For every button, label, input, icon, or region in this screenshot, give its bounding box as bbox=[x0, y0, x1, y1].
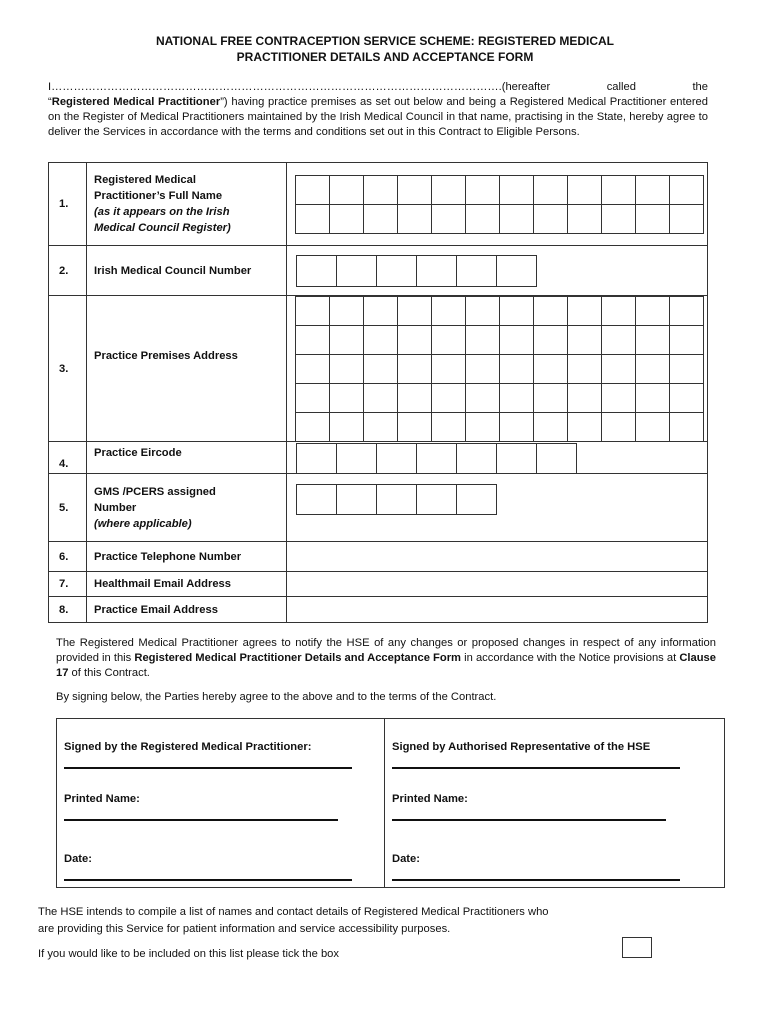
char-box[interactable] bbox=[601, 383, 636, 413]
intro-rest: ”) having practice premises as set out below and being a Registered Medical Practitioner entered on the Register of Medical Practitioners maintained by the Irish Medical Council in that name, practising in the State, hereby agree to deliver the Services in accordance with the terms and conditions set out in this Contract to Eligible Persons. bbox=[48, 96, 709, 138]
char-box[interactable] bbox=[363, 204, 398, 234]
char-box[interactable] bbox=[295, 412, 330, 442]
char-box[interactable] bbox=[465, 296, 500, 326]
row-label bbox=[87, 474, 287, 542]
row-number: 3. bbox=[49, 296, 87, 442]
table-row bbox=[49, 597, 708, 623]
char-box[interactable] bbox=[533, 383, 568, 413]
char-box[interactable] bbox=[296, 443, 337, 474]
rmp-date-line[interactable] bbox=[64, 879, 352, 881]
notify-text: of this Contract. bbox=[68, 667, 150, 679]
char-box[interactable] bbox=[329, 296, 364, 326]
char-box[interactable] bbox=[465, 354, 500, 384]
char-box[interactable] bbox=[336, 255, 377, 287]
char-box[interactable] bbox=[465, 412, 500, 442]
row-label: Healthmail Email Address bbox=[87, 572, 287, 597]
rmp-signature-heading: Signed by the Registered Medical Practitioner: bbox=[64, 741, 312, 753]
char-box[interactable] bbox=[456, 484, 497, 515]
rmp-date-label: Date: bbox=[64, 853, 92, 865]
notify-text: in accordance with the Notice provisions at bbox=[461, 652, 680, 664]
details-table bbox=[48, 162, 708, 623]
char-box[interactable] bbox=[533, 204, 568, 234]
telephone-field[interactable] bbox=[287, 542, 708, 572]
char-box[interactable] bbox=[635, 175, 670, 205]
signature-box bbox=[56, 718, 725, 888]
char-box[interactable] bbox=[329, 175, 364, 205]
char-box[interactable] bbox=[397, 204, 432, 234]
imc-number-field[interactable] bbox=[287, 246, 708, 296]
char-box[interactable] bbox=[567, 296, 602, 326]
table-row bbox=[49, 163, 708, 246]
char-box[interactable] bbox=[536, 443, 577, 474]
char-box[interactable] bbox=[397, 383, 432, 413]
signing-intro: By signing below, the Parties hereby agree to the above and to the terms of the Contract. bbox=[56, 691, 497, 703]
char-box[interactable] bbox=[669, 354, 704, 384]
char-box[interactable] bbox=[295, 296, 330, 326]
char-box[interactable] bbox=[431, 383, 466, 413]
char-box[interactable] bbox=[669, 204, 704, 234]
char-box[interactable] bbox=[416, 484, 457, 515]
char-box[interactable] bbox=[431, 296, 466, 326]
char-box[interactable] bbox=[567, 383, 602, 413]
row-label: Practice Eircode bbox=[87, 442, 287, 474]
char-box[interactable] bbox=[376, 443, 417, 474]
char-box[interactable] bbox=[669, 412, 704, 442]
char-box[interactable] bbox=[363, 412, 398, 442]
char-box[interactable] bbox=[295, 383, 330, 413]
hse-printed-name-label: Printed Name: bbox=[392, 793, 468, 805]
char-box[interactable] bbox=[363, 325, 398, 355]
char-box[interactable] bbox=[499, 296, 534, 326]
rmp-printed-name-label: Printed Name: bbox=[64, 793, 140, 805]
char-box[interactable] bbox=[431, 204, 466, 234]
row-label bbox=[87, 163, 287, 246]
practice-email-field[interactable] bbox=[287, 597, 708, 623]
char-box[interactable] bbox=[601, 175, 636, 205]
gms-number-field[interactable] bbox=[287, 474, 708, 542]
char-box[interactable] bbox=[465, 204, 500, 234]
char-box[interactable] bbox=[533, 354, 568, 384]
label-line: (where applicable) bbox=[94, 517, 192, 530]
char-box[interactable] bbox=[635, 296, 670, 326]
hse-signature-heading: Signed by Authorised Representative of the HSE bbox=[392, 741, 651, 753]
char-box[interactable] bbox=[397, 412, 432, 442]
label-line: GMS /PCERS assigned bbox=[94, 485, 216, 498]
char-box[interactable] bbox=[496, 255, 537, 287]
char-box[interactable] bbox=[329, 354, 364, 384]
char-box[interactable] bbox=[363, 175, 398, 205]
row-label: Irish Medical Council Number bbox=[87, 246, 287, 296]
char-box[interactable] bbox=[397, 296, 432, 326]
intro-body: “Registered Medical Practitioner”) having practice premises as set out below and being a Registered Medical Practitioner entered on the Register of Medical Practitioners maintained by the Irish Medical Council in that name, practising in the State, hereby agree to deliver the Services in accordance with the terms and conditions set out in this Contract to Eligible Persons. bbox=[48, 96, 709, 138]
practice-address-char-grid[interactable] bbox=[295, 296, 707, 441]
intro-bold-term: Registered Medical Practitioner bbox=[51, 96, 221, 108]
char-box[interactable] bbox=[669, 383, 704, 413]
char-box[interactable] bbox=[456, 443, 497, 474]
row-number: 1. bbox=[49, 163, 87, 246]
char-box[interactable] bbox=[601, 296, 636, 326]
char-box[interactable] bbox=[295, 325, 330, 355]
form-title-line-1: NATIONAL FREE CONTRACEPTION SERVICE SCHEME: REGISTERED MEDICAL bbox=[155, 34, 615, 48]
char-box[interactable] bbox=[567, 325, 602, 355]
char-box[interactable] bbox=[496, 443, 537, 474]
char-box[interactable] bbox=[397, 354, 432, 384]
char-box[interactable] bbox=[499, 175, 534, 205]
char-box[interactable] bbox=[635, 204, 670, 234]
footer-line-2: are providing this Service for patient information and service accessibility purposes. bbox=[38, 923, 451, 935]
char-box[interactable] bbox=[363, 296, 398, 326]
intro-paragraph bbox=[48, 80, 708, 140]
gms-number-char-grid[interactable] bbox=[296, 484, 707, 514]
eircode-field[interactable] bbox=[287, 442, 708, 474]
hse-signature-line[interactable] bbox=[392, 767, 680, 769]
row-number: 7. bbox=[49, 572, 87, 597]
label-line: Number bbox=[94, 501, 137, 514]
tick-prompt: If you would like to be included on this list please tick the box bbox=[38, 948, 339, 960]
char-box[interactable] bbox=[635, 325, 670, 355]
char-box[interactable] bbox=[567, 354, 602, 384]
imc-number-char-grid[interactable] bbox=[296, 255, 707, 286]
char-box[interactable] bbox=[329, 204, 364, 234]
hse-date-line[interactable] bbox=[392, 879, 680, 881]
char-box[interactable] bbox=[601, 412, 636, 442]
char-box[interactable] bbox=[499, 412, 534, 442]
healthmail-field[interactable] bbox=[287, 572, 708, 597]
notify-bold-form-name: Registered Medical Practitioner Details and Acceptance Form bbox=[134, 652, 462, 664]
char-box[interactable] bbox=[336, 484, 377, 515]
char-box[interactable] bbox=[329, 383, 364, 413]
char-box[interactable] bbox=[533, 296, 568, 326]
char-box[interactable] bbox=[499, 204, 534, 234]
char-box[interactable] bbox=[376, 255, 417, 287]
table-row bbox=[49, 296, 708, 442]
char-box[interactable] bbox=[416, 255, 457, 287]
char-box[interactable] bbox=[363, 383, 398, 413]
char-box[interactable] bbox=[431, 325, 466, 355]
char-box[interactable] bbox=[601, 204, 636, 234]
table-row bbox=[49, 542, 708, 572]
full-name-field[interactable] bbox=[287, 163, 708, 246]
char-box[interactable] bbox=[431, 412, 466, 442]
char-box[interactable] bbox=[363, 354, 398, 384]
label-line: Practitioner’s Full Name bbox=[94, 190, 223, 202]
row-label: Practice Telephone Number bbox=[87, 542, 287, 572]
table-row bbox=[49, 572, 708, 597]
table-row bbox=[49, 474, 708, 542]
char-box[interactable] bbox=[397, 175, 432, 205]
rmp-signature-line[interactable] bbox=[64, 767, 352, 769]
char-box[interactable] bbox=[296, 255, 337, 287]
form-title-line-2: PRACTITIONER DETAILS AND ACCEPTANCE FORM bbox=[236, 50, 534, 64]
row-number: 8. bbox=[49, 597, 87, 623]
char-box[interactable] bbox=[601, 325, 636, 355]
row-number: 5. bbox=[49, 474, 87, 542]
hse-printed-name-line[interactable] bbox=[392, 819, 666, 821]
char-box[interactable] bbox=[601, 354, 636, 384]
char-box[interactable] bbox=[635, 354, 670, 384]
row-label: Practice Email Address bbox=[87, 597, 287, 623]
table-row bbox=[49, 442, 708, 474]
char-box[interactable] bbox=[567, 175, 602, 205]
char-box[interactable] bbox=[567, 204, 602, 234]
intro-line-1: I………………………………………………………………………………………………………….(hereafter called the bbox=[48, 81, 708, 93]
row-number: 4. bbox=[49, 442, 87, 474]
char-box[interactable] bbox=[416, 443, 457, 474]
char-box[interactable] bbox=[533, 325, 568, 355]
char-box[interactable] bbox=[499, 354, 534, 384]
char-box[interactable] bbox=[329, 325, 364, 355]
full-name-char-grid[interactable] bbox=[295, 175, 707, 233]
notify-text: The Registered Medical Practitioner agrees to notify the HSE of any changes or proposed changes in respect of any information provided in this bbox=[56, 637, 716, 664]
row-number: 2. bbox=[49, 246, 87, 296]
char-box[interactable] bbox=[635, 383, 670, 413]
char-box[interactable] bbox=[669, 325, 704, 355]
char-box[interactable] bbox=[397, 325, 432, 355]
char-box[interactable] bbox=[533, 412, 568, 442]
char-box[interactable] bbox=[499, 325, 534, 355]
eircode-char-grid[interactable] bbox=[296, 443, 707, 473]
char-box[interactable] bbox=[295, 354, 330, 384]
char-box[interactable] bbox=[465, 325, 500, 355]
hse-date-label: Date: bbox=[392, 853, 420, 865]
char-box[interactable] bbox=[456, 255, 497, 287]
label-line: (as it appears on the Irish bbox=[94, 206, 230, 218]
char-box[interactable] bbox=[295, 175, 330, 205]
footer-line-1: The HSE intends to compile a list of names and contact details of Registered Medical Practitioners who bbox=[38, 906, 549, 918]
char-box[interactable] bbox=[669, 175, 704, 205]
signature-divider bbox=[384, 719, 385, 887]
char-box[interactable] bbox=[465, 175, 500, 205]
char-box[interactable] bbox=[499, 383, 534, 413]
char-box[interactable] bbox=[431, 354, 466, 384]
notify-bold-clause: Clause 17 bbox=[56, 652, 716, 679]
row-number: 6. bbox=[49, 542, 87, 572]
char-box[interactable] bbox=[329, 412, 364, 442]
include-on-list-checkbox[interactable] bbox=[622, 937, 652, 958]
char-box[interactable] bbox=[336, 443, 377, 474]
label-line: Registered Medical bbox=[94, 174, 196, 186]
char-box[interactable] bbox=[669, 296, 704, 326]
practice-address-field[interactable] bbox=[287, 296, 708, 442]
char-box[interactable] bbox=[465, 383, 500, 413]
notify-paragraph bbox=[56, 636, 716, 681]
char-box[interactable] bbox=[533, 175, 568, 205]
char-box[interactable] bbox=[376, 484, 417, 515]
char-box[interactable] bbox=[567, 412, 602, 442]
row-label: Practice Premises Address bbox=[87, 296, 287, 442]
char-box[interactable] bbox=[635, 412, 670, 442]
char-box[interactable] bbox=[296, 484, 337, 515]
char-box[interactable] bbox=[295, 204, 330, 234]
rmp-printed-name-line[interactable] bbox=[64, 819, 338, 821]
char-box[interactable] bbox=[431, 175, 466, 205]
label-line: Medical Council Register) bbox=[94, 222, 231, 234]
table-row bbox=[49, 246, 708, 296]
